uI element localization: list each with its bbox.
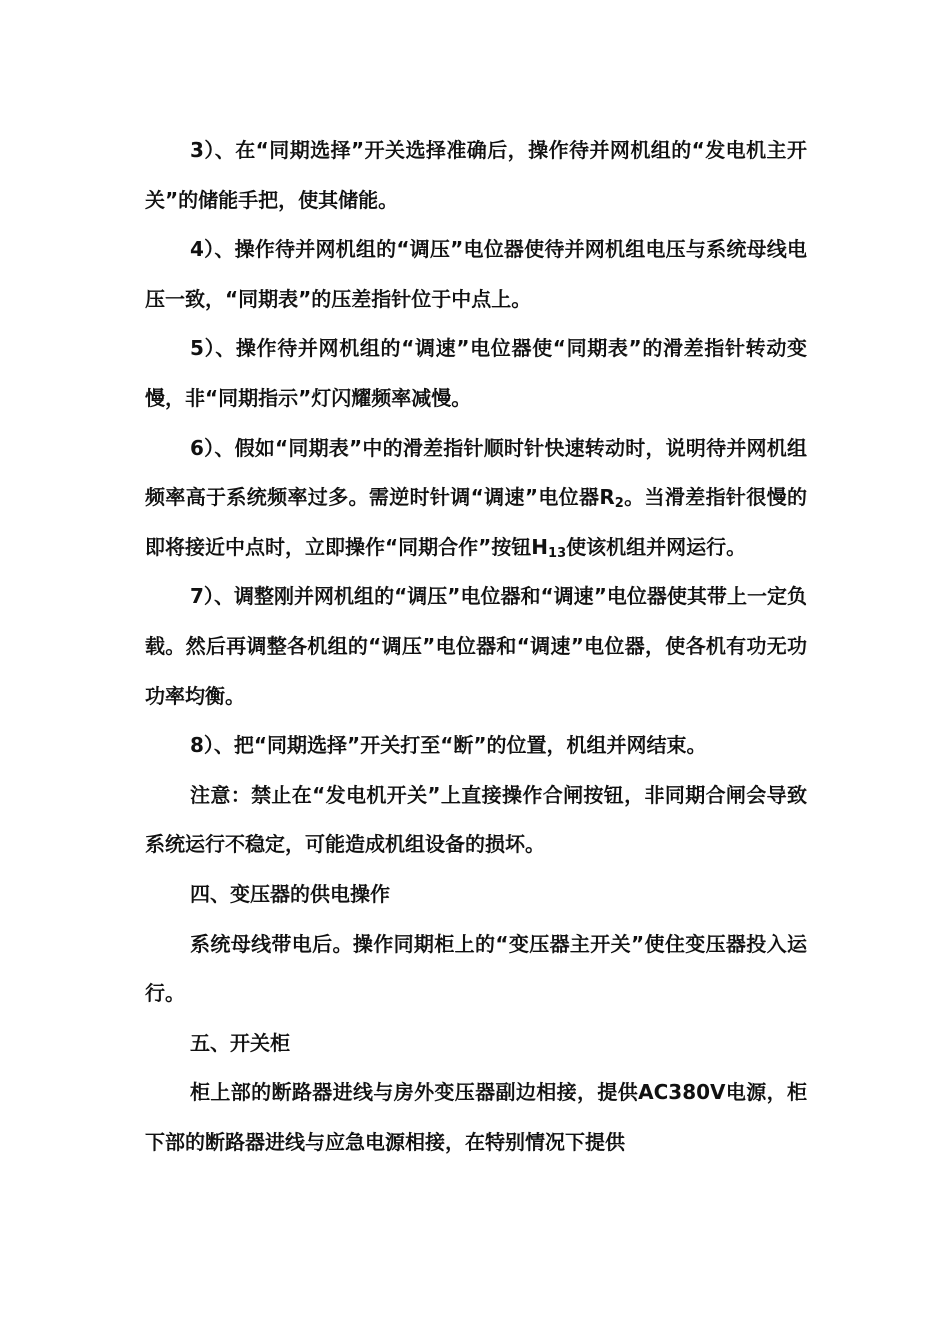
resistor-subscript: 2 bbox=[614, 496, 624, 512]
paragraph-transformer: 系统母线带电后。操作同期柜上的“变压器主开关”使住变压器投入运行。 bbox=[145, 931, 807, 1006]
paragraph-step-5: 5）、操作待并网机组的“调速”电位器使“同期表”的滑差指针转动变慢，非“同期指示”灯闪耀频率减慢。 bbox=[145, 336, 807, 410]
step-6-text-a: 6）、假如“同期表”中的滑差指针顺时针快速转动时，说明待并网机组频率高于系统频率过多。需逆时针调“调速”电位器R bbox=[145, 435, 807, 510]
paragraph-step-6 bbox=[145, 424, 807, 573]
button-subscript: 13 bbox=[548, 545, 567, 561]
section-heading-transformer: 四、变压器的供电操作 bbox=[190, 881, 390, 906]
paragraph-step-3: 3）、在“同期选择”开关选择准确后，操作待并网机组的“发电机主开关”的储能手把，使其储能。 bbox=[145, 138, 807, 212]
paragraph-note: 注意：禁止在“发电机开关”上直接操作合闸按钮，非同期合闸会导致系统运行不稳定，可能造成机组设备的损坏。 bbox=[145, 782, 807, 857]
paragraph-step-7: 7）、调整刚并网机组的“调压”电位器和“调速”电位器使其带上一定负载。然后再调整各机组的“调压”电位器和“调速”电位器，使各机有功无功功率均衡。 bbox=[145, 584, 807, 708]
step-6-text-c: 使该机组并网运行。 bbox=[566, 534, 747, 559]
document-body bbox=[145, 126, 807, 1167]
paragraph-switchgear: 柜上部的断路器进线与房外变压器副边相接，提供AC380V电源，柜下部的断路器进线与应急电源相接，在特别情况下提供 bbox=[145, 1080, 807, 1154]
step-6-text-b: 。当滑差指针很慢的即将接近中点时，立即操作“同期合作”按钮H bbox=[145, 485, 807, 559]
section-heading-switchgear: 五、开关柜 bbox=[190, 1030, 290, 1055]
paragraph-step-8: 8）、把“同期选择”开关打至“断”的位置，机组并网结束。 bbox=[190, 733, 707, 758]
paragraph-step-4: 4）、操作待并网机组的“调压”电位器使待并网机组电压与系统母线电压一致，“同期表”的压差指针位于中点上。 bbox=[145, 237, 807, 311]
